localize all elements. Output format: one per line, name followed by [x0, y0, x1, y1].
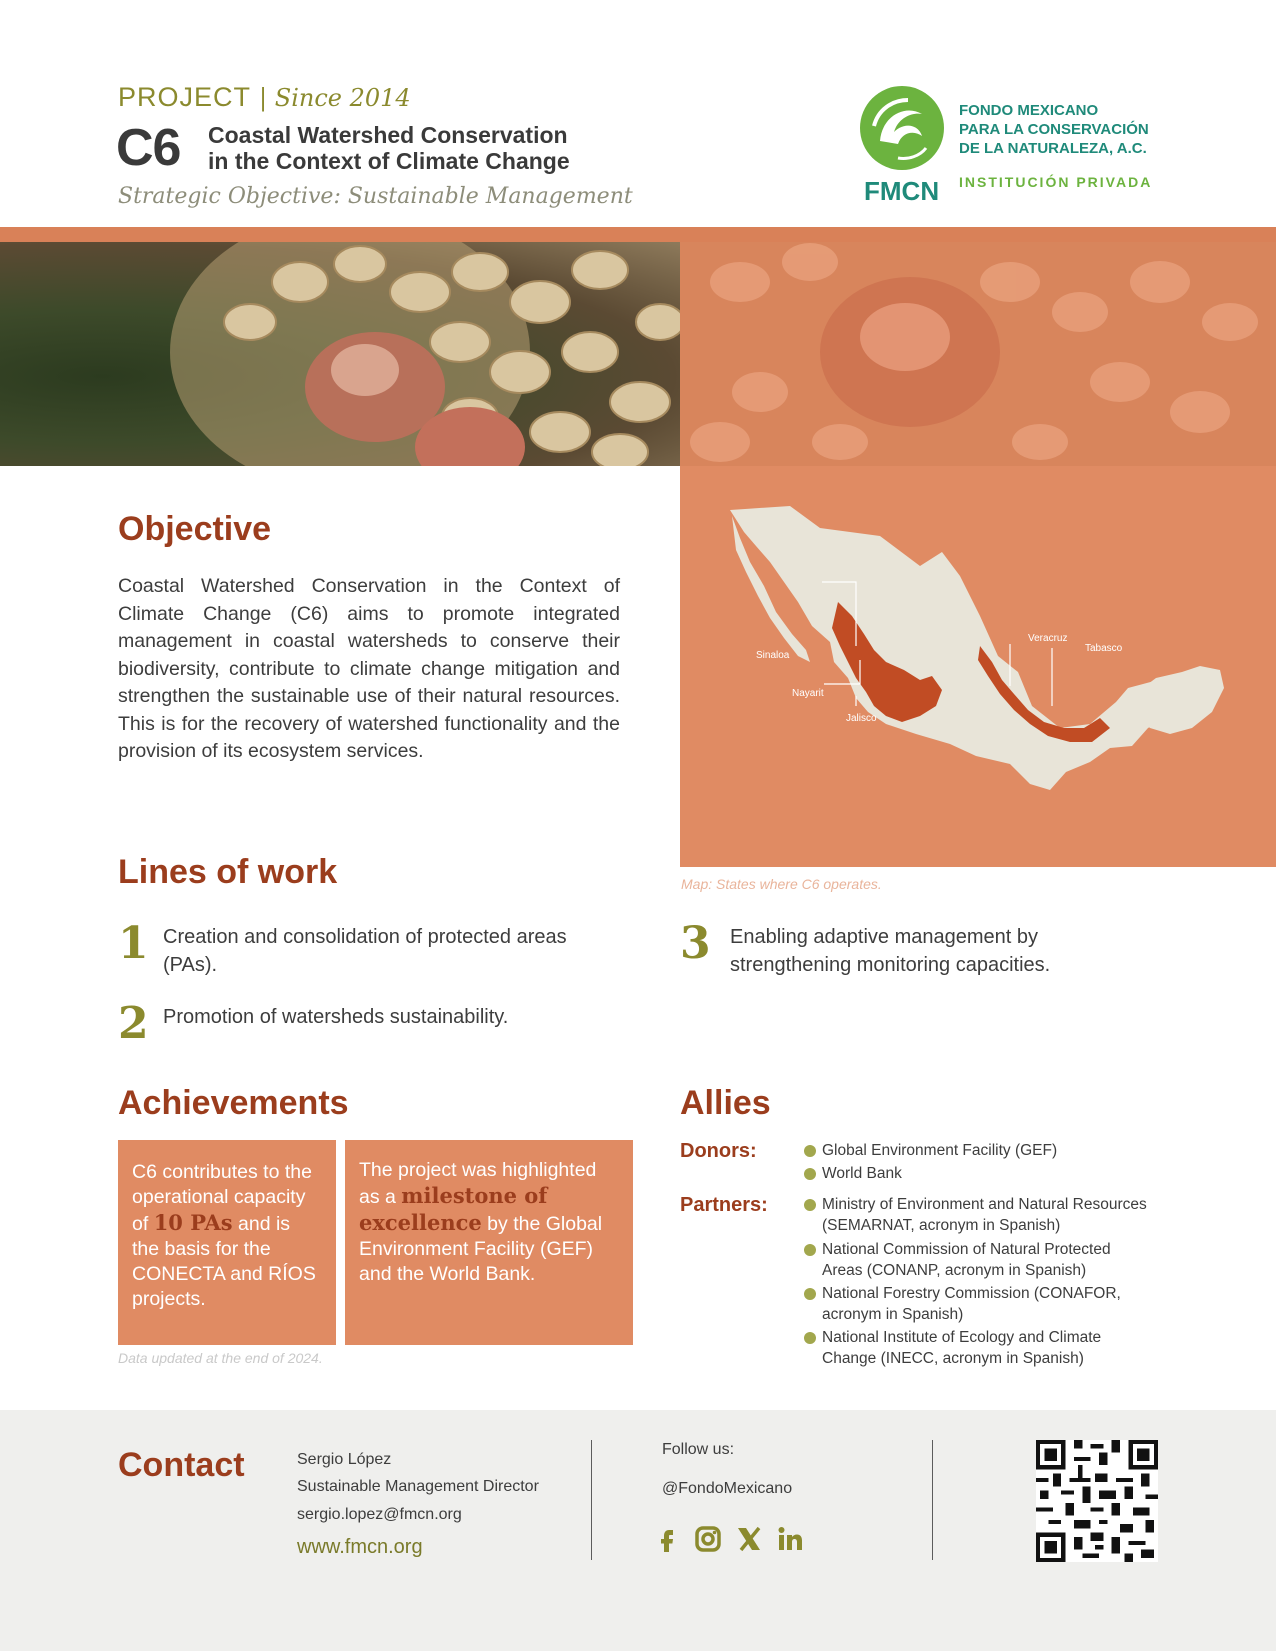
achievement-2-post: by the Global Environment Facility (GEF) and the World Bank.	[359, 1213, 603, 1285]
partner-item: National Institute of Ecology and Climate Change (INECC, acronym in Spanish)	[822, 1329, 1102, 1367]
map-label-tabasco: Tabasco	[1085, 643, 1123, 654]
achievement-2-pre: The project was highlighted as a	[359, 1159, 597, 1208]
logo-line3: DE LA NATURALEZA, A.C.	[959, 140, 1147, 157]
logo-acronym: FMCN	[864, 176, 940, 206]
bullet-icon	[804, 1145, 816, 1157]
header-divider	[0, 227, 1276, 242]
project-title-line1: Coastal Watershed Conservation	[208, 122, 568, 148]
map-caption: Map: States where C6 operates.	[681, 876, 882, 892]
line-number-1: 1	[118, 918, 149, 969]
contact-name: Sergio López	[297, 1451, 392, 1468]
bullet-icon	[804, 1168, 816, 1180]
project-code: C6	[116, 119, 181, 177]
donors-label: Donors:	[680, 1140, 757, 1162]
logo-line2: PARA LA CONSERVACIÓN	[959, 121, 1149, 138]
bullet-icon	[804, 1199, 816, 1211]
since-label: | Since 2014	[259, 84, 411, 112]
donor-item: World Bank	[822, 1165, 902, 1182]
social-handle[interactable]: @FondoMexicano	[662, 1480, 793, 1497]
objective-heading: Objective	[118, 510, 272, 548]
line-text-3: Enabling adaptive management by strengthening monitoring capacities.	[730, 926, 1051, 976]
allies-heading: Allies	[680, 1084, 771, 1122]
achievement-box-1	[118, 1140, 336, 1345]
x-icon[interactable]	[734, 1524, 764, 1554]
map-label-veracruz: Veracruz	[1028, 633, 1068, 644]
line-text-2: Promotion of watersheds sustainability.	[163, 1006, 509, 1028]
logo-tagline: INSTITUCIÓN PRIVADA	[959, 174, 1153, 190]
partners-label: Partners:	[680, 1194, 768, 1216]
facebook-icon[interactable]	[652, 1524, 682, 1554]
follow-label: Follow us:	[662, 1441, 735, 1458]
coffee-beans-photo	[0, 242, 1276, 466]
objective-text: Coastal Watershed Conservation in the Context of Climate Change (C6) aims to promote integrated management in coastal watersheds to conserve their biodiversity, contribute to climate change mitigation and strengthen the sustainable use of their natural resources. This is for the recovery of watershed functionality and the provision of its ecosystem services.	[118, 575, 620, 762]
photo-left	[0, 242, 680, 466]
linkedin-icon[interactable]	[775, 1524, 805, 1554]
donor-item: Global Environment Facility (GEF)	[822, 1142, 1058, 1159]
project-label-row	[118, 82, 411, 113]
line-number-3: 3	[680, 918, 711, 969]
map-label-nayarit: Nayarit	[792, 688, 824, 699]
line-number-2: 2	[118, 998, 149, 1049]
photo-right-tinted	[680, 242, 1276, 466]
logo-line1: FONDO MEXICANO	[959, 102, 1099, 119]
achievement-1-post: and is the basis for the CONECTA and RÍOS projects.	[132, 1213, 316, 1310]
project-label: PROJECT	[118, 82, 251, 112]
lines-of-work-heading: Lines of work	[118, 853, 338, 891]
achievement-1-pre: C6 contributes to the operational capacity of	[132, 1161, 312, 1235]
contact-heading: Contact	[118, 1446, 245, 1484]
partner-item: Ministry of Environment and Natural Resources (SEMARNAT, acronym in Spanish)	[822, 1196, 1147, 1234]
contact-role: Sustainable Management Director	[297, 1478, 539, 1495]
strategic-objective: Strategic Objective: Sustainable Management	[118, 184, 633, 209]
partner-item: National Commission of Natural Protected Areas (CONANP, acronym in Spanish)	[822, 1241, 1111, 1279]
instagram-icon[interactable]	[693, 1524, 723, 1554]
map-label-sinaloa: Sinaloa	[756, 650, 790, 661]
partner-item: National Forestry Commission (CONAFOR, acronym in Spanish)	[822, 1285, 1121, 1323]
website-link[interactable]: www.fmcn.org	[297, 1536, 423, 1558]
footer-divider	[591, 1440, 592, 1560]
yucatan-shape	[1132, 666, 1224, 734]
fmcn-logo-icon	[860, 86, 944, 170]
qr-code[interactable]	[1036, 1440, 1158, 1562]
achievement-1-highlight: 10 PAs	[153, 1210, 233, 1235]
map-panel	[680, 466, 1276, 867]
contact-email[interactable]: sergio.lopez@fmcn.org	[297, 1506, 462, 1523]
data-updated-note: Data updated at the end of 2024.	[118, 1350, 323, 1366]
logo-name	[959, 101, 1149, 158]
footer-divider	[932, 1440, 933, 1560]
achievements-heading: Achievements	[118, 1084, 349, 1122]
map-label-jalisco: Jalisco	[846, 713, 877, 724]
achievement-box-2	[345, 1140, 633, 1345]
bullet-icon	[804, 1244, 816, 1256]
project-title	[208, 122, 570, 174]
line-text-1: Creation and consolidation of protected areas (PAs).	[163, 926, 567, 976]
bullet-icon	[804, 1288, 816, 1300]
bullet-icon	[804, 1332, 816, 1344]
project-title-line2: in the Context of Climate Change	[208, 148, 570, 174]
achievement-2-highlight: milestone of excellence	[359, 1183, 548, 1235]
